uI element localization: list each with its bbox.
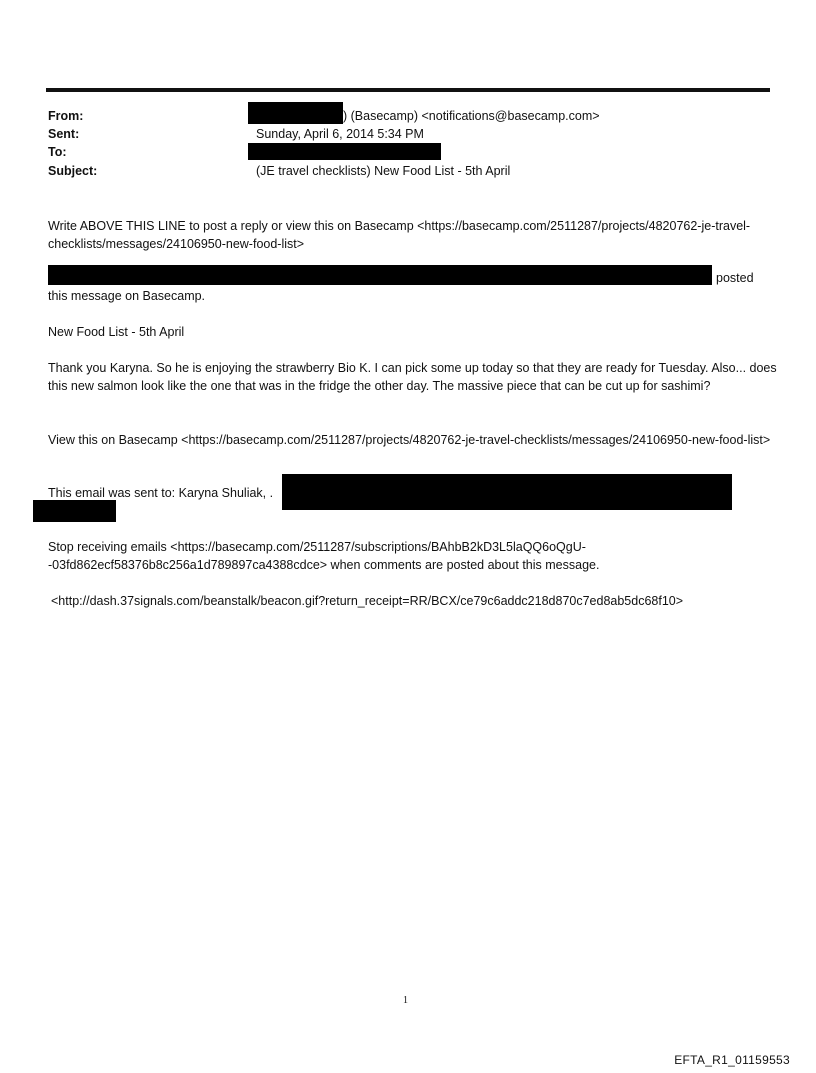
unsubscribe-line: Stop receiving emails <https://basecamp.com/2511287/subscriptions/BAhbB2kD3L5laQQ6oQgU--03fd862ecf58376b8c256a1d789897ca4388cdce> when comments are posted about this message. [48,540,600,572]
page-number: 1 [403,995,408,1006]
beacon-link: <http://dash.37signals.com/beanstalk/beacon.gif?return_receipt=RR/BCX/ce79c6addc218d870c7ed8ab5dc68f10> [51,594,684,608]
sent-value: Sunday, April 6, 2014 5:34 PM [256,127,424,141]
message-body: Thank you Karyna. So he is enjoying the strawberry Bio K. I can pick some up today so that they are ready for Tuesday. Also... does this new salmon look like the one that was in the fridge the other day. The massive piece that can be cut up for sashimi? [48,361,777,393]
posted-line: this message on Basecamp. [48,289,206,303]
redaction-email [282,474,732,510]
from-value: ) (Basecamp) <notifications@basecamp.com> [343,109,600,123]
posted-text: posted [716,271,754,285]
message-title: New Food List - 5th April [48,325,185,339]
redaction-from [248,102,343,124]
redaction-poster [48,265,712,285]
document-id: EFTA_R1_01159553 [674,1053,790,1067]
reply-instruction: Write ABOVE THIS LINE to post a reply or view this on Basecamp <https://basecamp.com/2511287/projects/4820762-je-travel-checklists/messages/24106950-new-food-list> [48,219,751,251]
subject-label: Subject: [48,164,98,178]
header-rule [46,88,770,92]
from-label: From: [48,109,84,123]
sent-label: Sent: [48,127,80,141]
redaction-to [248,143,441,160]
view-link-line: View this on Basecamp <https://basecamp.com/2511287/projects/4820762-je-travel-checklists/messages/24106950-new-food-list> [48,433,771,447]
subject-value: (JE travel checklists) New Food List - 5th April [256,164,511,178]
redaction-email-overflow [33,500,116,522]
sent-to-line: This email was sent to: Karyna Shuliak, . [48,486,274,500]
to-label: To: [48,145,67,159]
